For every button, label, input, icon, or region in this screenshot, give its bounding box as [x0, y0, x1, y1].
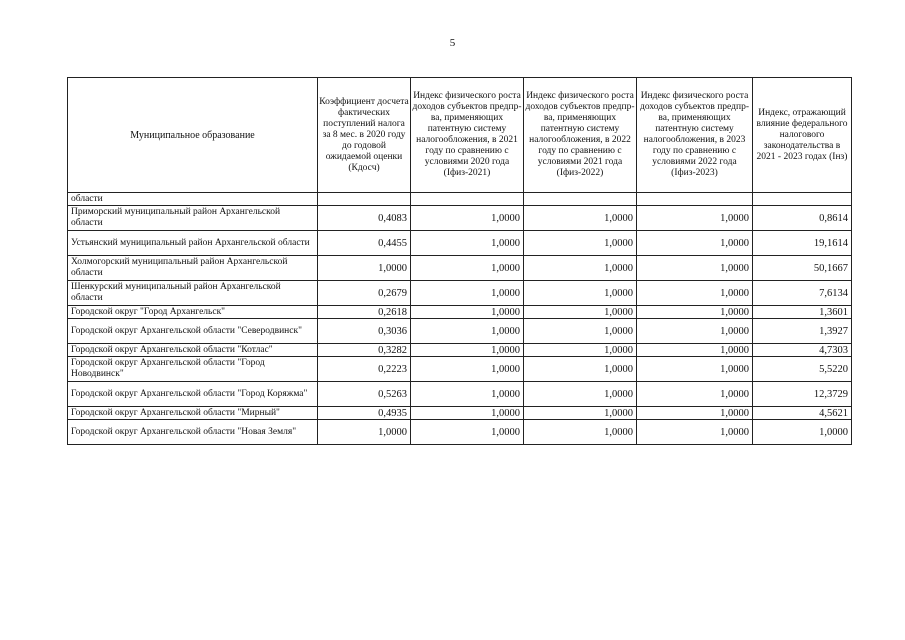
header-kdosch: Коэффициент досчета фактических поступлений налога за 8 мес. в 2020 году до годовой ожидаемой оценки (Кдосч): [318, 78, 411, 193]
kdosch-value: 0,4935: [318, 407, 411, 420]
page-number: 5: [449, 37, 456, 49]
kdosch-value: 0,3282: [318, 344, 411, 357]
table-header-row: [68, 78, 852, 193]
table-row: [68, 256, 852, 281]
ifiz-2021-value: 1,0000: [411, 256, 524, 281]
ifiz-2022-value: 1,0000: [524, 231, 637, 256]
municipality-name: Городской округ Архангельской области "Новая Земля": [68, 420, 318, 445]
inz-value: 7,6134: [753, 281, 852, 306]
ifiz-2023-value: 1,0000: [637, 420, 753, 445]
ifiz-2021-value: 1,0000: [411, 420, 524, 445]
kdosch-value: 1,0000: [318, 420, 411, 445]
ifiz-2022-value: 1,0000: [524, 382, 637, 407]
table-row: [68, 319, 852, 344]
inz-value: 4,7303: [753, 344, 852, 357]
ifiz-2022-value: 1,0000: [524, 357, 637, 382]
inz-value: 19,1614: [753, 231, 852, 256]
inz-value: 1,0000: [753, 420, 852, 445]
municipality-name: Шенкурский муниципальный район Архангельской области: [68, 281, 318, 306]
municipality-name: Устьянский муниципальный район Архангельской области: [68, 231, 318, 256]
table-row: [68, 306, 852, 319]
header-ifiz-2022: Индекс физического роста доходов субъектов предпр-ва, применяющих патентную систему налогообложения, в 2022 году по сравнению с условиями 2021 года (Iфиз-2022): [524, 78, 637, 193]
header-ifiz-2021: Индекс физического роста доходов субъектов предпр-ва, применяющих патентную систему налогообложения, в 2021 году по сравнению с условиями 2020 года (Iфиз-2021): [411, 78, 524, 193]
inz-value: 4,5621: [753, 407, 852, 420]
empty-cell: [411, 193, 524, 206]
municipality-name: Городской округ Архангельской области "Северодвинск": [68, 319, 318, 344]
header-inz: Индекс, отражающий влияние федерального налогового законодательства в 2021 - 2023 годах (Iнз): [753, 78, 852, 193]
table-row: [68, 206, 852, 231]
municipality-name: Городской округ Архангельской области "Город Новодвинск": [68, 357, 318, 382]
ifiz-2022-value: 1,0000: [524, 344, 637, 357]
kdosch-value: 0,2618: [318, 306, 411, 319]
ifiz-2021-value: 1,0000: [411, 231, 524, 256]
ifiz-2021-value: 1,0000: [411, 344, 524, 357]
ifiz-2022-value: 1,0000: [524, 319, 637, 344]
table-row: [68, 357, 852, 382]
municipality-name: Городской округ "Город Архангельск": [68, 306, 318, 319]
ifiz-2022-value: 1,0000: [524, 206, 637, 231]
inz-value: 1,3927: [753, 319, 852, 344]
data-table: [67, 77, 852, 445]
municipality-name: Холмогорский муниципальный район Архангельской области: [68, 256, 318, 281]
kdosch-value: 0,3036: [318, 319, 411, 344]
table-row: [68, 344, 852, 357]
inz-value: 12,3729: [753, 382, 852, 407]
table-row: [68, 420, 852, 445]
ifiz-2023-value: 1,0000: [637, 281, 753, 306]
ifiz-2021-value: 1,0000: [411, 319, 524, 344]
ifiz-2021-value: 1,0000: [411, 281, 524, 306]
ifiz-2022-value: 1,0000: [524, 281, 637, 306]
table-row: [68, 407, 852, 420]
table-row: [68, 382, 852, 407]
ifiz-2022-value: 1,0000: [524, 256, 637, 281]
ifiz-2022-value: 1,0000: [524, 420, 637, 445]
empty-cell: [637, 193, 753, 206]
inz-value: 0,8614: [753, 206, 852, 231]
empty-cell: [318, 193, 411, 206]
inz-value: 1,3601: [753, 306, 852, 319]
municipality-name: Городской округ Архангельской области "Город Коряжма": [68, 382, 318, 407]
table-row: [68, 281, 852, 306]
ifiz-2023-value: 1,0000: [637, 382, 753, 407]
ifiz-2023-value: 1,0000: [637, 306, 753, 319]
kdosch-value: 1,0000: [318, 256, 411, 281]
continuation-cell: области: [68, 193, 318, 206]
kdosch-value: 0,4455: [318, 231, 411, 256]
ifiz-2023-value: 1,0000: [637, 344, 753, 357]
ifiz-2021-value: 1,0000: [411, 206, 524, 231]
ifiz-2023-value: 1,0000: [637, 206, 753, 231]
ifiz-2021-value: 1,0000: [411, 306, 524, 319]
header-municipality: Муниципальное образование: [68, 78, 318, 193]
ifiz-2023-value: 1,0000: [637, 357, 753, 382]
kdosch-value: 0,2223: [318, 357, 411, 382]
ifiz-2023-value: 1,0000: [637, 407, 753, 420]
kdosch-value: 0,2679: [318, 281, 411, 306]
table-row: [68, 231, 852, 256]
ifiz-2023-value: 1,0000: [637, 319, 753, 344]
inz-value: 5,5220: [753, 357, 852, 382]
ifiz-2023-value: 1,0000: [637, 256, 753, 281]
kdosch-value: 0,4083: [318, 206, 411, 231]
empty-cell: [753, 193, 852, 206]
ifiz-2023-value: 1,0000: [637, 231, 753, 256]
ifiz-2022-value: 1,0000: [524, 306, 637, 319]
header-ifiz-2023: Индекс физического роста доходов субъектов предпр-ва, применяющих патентную систему налогообложения, в 2023 году по сравнению с условиями 2022 года (Iфиз-2023): [637, 78, 753, 193]
ifiz-2021-value: 1,0000: [411, 382, 524, 407]
municipality-name: Приморский муниципальный район Архангельской области: [68, 206, 318, 231]
empty-cell: [524, 193, 637, 206]
continuation-row: [68, 193, 852, 206]
municipality-name: Городской округ Архангельской области "Котлас": [68, 344, 318, 357]
kdosch-value: 0,5263: [318, 382, 411, 407]
ifiz-2022-value: 1,0000: [524, 407, 637, 420]
municipality-name: Городской округ Архангельской области "Мирный": [68, 407, 318, 420]
ifiz-2021-value: 1,0000: [411, 357, 524, 382]
inz-value: 50,1667: [753, 256, 852, 281]
ifiz-2021-value: 1,0000: [411, 407, 524, 420]
